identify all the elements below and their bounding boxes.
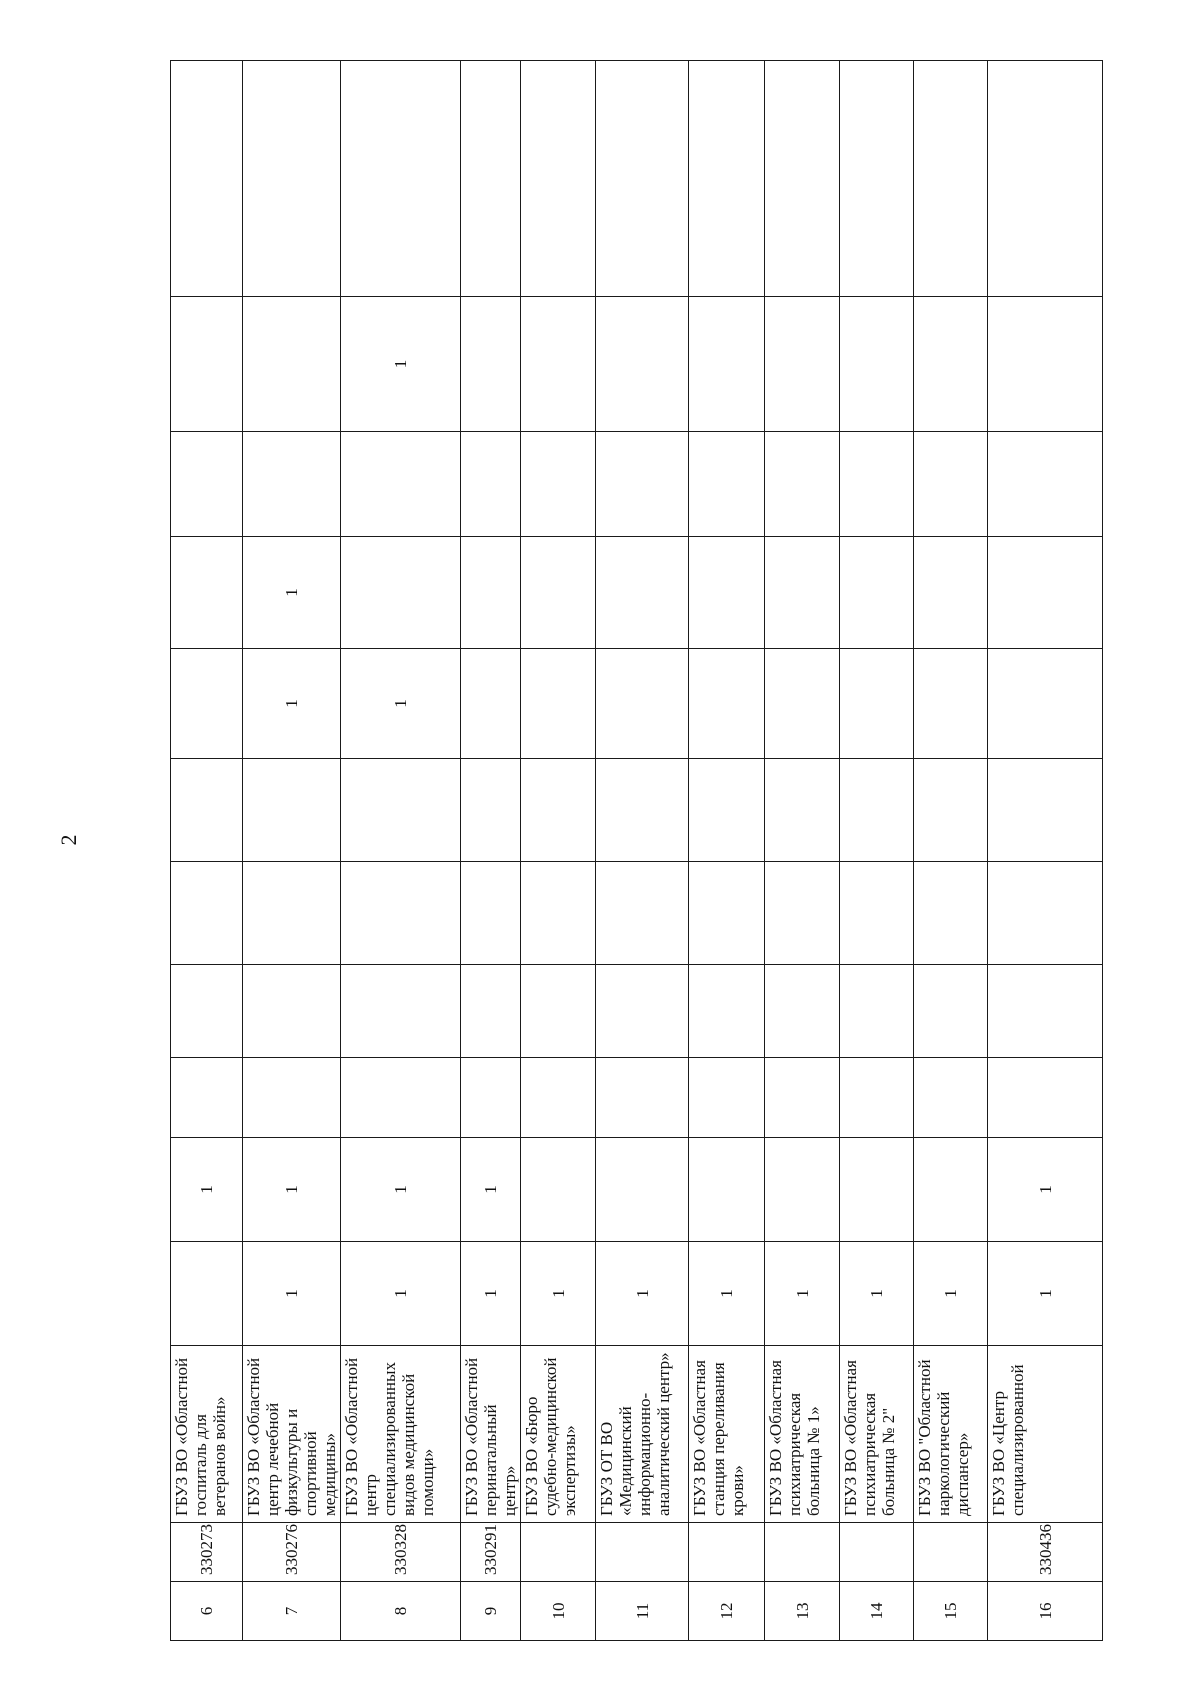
value-cell [243,759,341,862]
empty-cell [914,61,988,297]
value-cell [521,537,596,649]
institution-name-cell: ГБУЗ ВО «Областная психиатрическая больница № 2" [840,1346,914,1523]
institutions-table [170,60,1103,1641]
value-cell [243,432,341,537]
value-cell [341,965,461,1058]
value-cell: 1 [171,1138,243,1242]
value-cell [596,432,689,537]
value-cell [461,1058,521,1138]
value-cell [596,1138,689,1242]
value-cell: 1 [461,1242,521,1346]
institution-name-cell: ГБУЗ ВО «Областная станция переливания крови» [689,1346,765,1523]
table-row [988,61,1103,1641]
value-cell: 1 [914,1242,988,1346]
value-cell: 1 [341,1138,461,1242]
value-cell: 1 [988,1138,1103,1242]
value-cell: 1 [689,1242,765,1346]
value-cell [171,537,243,649]
value-cell [840,297,914,432]
value-cell [596,965,689,1058]
value-cell [914,297,988,432]
value-cell [765,297,840,432]
value-cell [914,862,988,965]
value-cell [765,432,840,537]
value-cell [243,965,341,1058]
value-cell [596,759,689,862]
institution-code-cell: 330328 [341,1523,461,1582]
value-cell: 1 [243,537,341,649]
table-row [171,61,243,1641]
value-cell: 1 [765,1242,840,1346]
value-cell [988,862,1103,965]
value-cell [521,649,596,759]
institution-code-cell [596,1523,689,1582]
value-cell [914,965,988,1058]
value-cell [689,432,765,537]
institution-name-cell: ГБУЗ ВО «Областной центр лечебной физкультуры и спортивной медицины» [243,1346,341,1523]
institution-code-cell [689,1523,765,1582]
value-cell [914,759,988,862]
value-cell [914,1058,988,1138]
institution-code-cell [914,1523,988,1582]
institution-name-cell: ГБУЗ ВО «Областная психиатрическая больница № 1» [765,1346,840,1523]
table-row [521,61,596,1641]
value-cell [521,862,596,965]
value-cell [521,432,596,537]
institution-name-cell: ГБУЗ ОТ ВО «Медицинский информационно-аналитический центр» [596,1346,689,1523]
value-cell [689,649,765,759]
row-number-cell: 13 [765,1582,840,1641]
value-cell [341,862,461,965]
table-row [243,61,341,1641]
empty-cell [689,61,765,297]
institution-code-cell [521,1523,596,1582]
table-row [341,61,461,1641]
value-cell: 1 [243,649,341,759]
institution-name-cell: ГБУЗ ВО «Областной перинатальный центр» [461,1346,521,1523]
value-cell [689,862,765,965]
empty-cell [596,61,689,297]
value-cell [765,1138,840,1242]
value-cell [243,1058,341,1138]
row-number-cell: 7 [243,1582,341,1641]
value-cell [689,1138,765,1242]
value-cell [765,1058,840,1138]
value-cell [596,649,689,759]
empty-cell [243,61,341,297]
value-cell [988,297,1103,432]
value-cell [171,862,243,965]
row-number-cell: 11 [596,1582,689,1641]
value-cell [596,862,689,965]
value-cell: 1 [243,1242,341,1346]
value-cell [596,297,689,432]
value-cell: 1 [988,1242,1103,1346]
table-row [461,61,521,1641]
value-cell [988,1058,1103,1138]
value-cell [765,965,840,1058]
value-cell [914,649,988,759]
table-row [689,61,765,1641]
value-cell [461,432,521,537]
row-number-cell: 10 [521,1582,596,1641]
value-cell [521,1058,596,1138]
value-cell: 1 [243,1138,341,1242]
row-number-cell: 12 [689,1582,765,1641]
institution-name-cell: ГБУЗ ВО "Областной наркологический диспансер» [914,1346,988,1523]
value-cell [461,862,521,965]
table-wrapper [170,61,1096,1641]
value-cell [765,537,840,649]
value-cell [521,965,596,1058]
institution-code-cell: 330291 [461,1523,521,1582]
value-cell [521,297,596,432]
page-number: 2 [56,834,81,846]
value-cell [461,537,521,649]
table-row [765,61,840,1641]
institution-code-cell [765,1523,840,1582]
row-number-cell: 9 [461,1582,521,1641]
value-cell [765,759,840,862]
empty-cell [461,61,521,297]
empty-cell [765,61,840,297]
row-number-cell: 15 [914,1582,988,1641]
value-cell [765,649,840,759]
empty-cell [341,61,461,297]
value-cell [243,862,341,965]
empty-cell [521,61,596,297]
value-cell [840,649,914,759]
value-cell [988,432,1103,537]
row-number-cell: 8 [341,1582,461,1641]
value-cell [914,432,988,537]
value-cell [765,862,840,965]
institution-name-cell: ГБУЗ ВО «Областной госпиталь для ветеранов войн» [171,1346,243,1523]
value-cell [840,432,914,537]
value-cell [341,432,461,537]
value-cell [243,297,341,432]
institution-code-cell [840,1523,914,1582]
row-number-cell: 14 [840,1582,914,1641]
value-cell [988,965,1103,1058]
value-cell [689,297,765,432]
value-cell [988,759,1103,862]
value-cell: 1 [461,1138,521,1242]
value-cell: 1 [341,297,461,432]
empty-cell [988,61,1103,297]
value-cell [988,649,1103,759]
value-cell [840,862,914,965]
value-cell [840,1138,914,1242]
value-cell [596,537,689,649]
value-cell [840,537,914,649]
value-cell: 1 [840,1242,914,1346]
value-cell [461,759,521,862]
row-number-cell: 16 [988,1582,1103,1641]
value-cell [171,297,243,432]
value-cell: 1 [521,1242,596,1346]
value-cell [171,1058,243,1138]
value-cell [341,759,461,862]
table-row [914,61,988,1641]
value-cell [689,537,765,649]
value-cell: 1 [341,1242,461,1346]
institution-name-cell: ГБУЗ ВО «Бюро судебно-медицинской экспертизы» [521,1346,596,1523]
value-cell [840,1058,914,1138]
value-cell [840,759,914,862]
value-cell [171,432,243,537]
value-cell [461,649,521,759]
value-cell [596,1058,689,1138]
value-cell [171,759,243,862]
value-cell [840,965,914,1058]
value-cell [171,965,243,1058]
table-row [840,61,914,1641]
institution-code-cell: 330276 [243,1523,341,1582]
value-cell [341,537,461,649]
institution-name-cell: ГБУЗ ВО «Центр специализированной [988,1346,1103,1523]
empty-cell [171,61,243,297]
value-cell [461,297,521,432]
row-number-cell: 6 [171,1582,243,1641]
value-cell [521,759,596,862]
institution-code-cell: 330273 [171,1523,243,1582]
value-cell [461,965,521,1058]
value-cell [689,1058,765,1138]
table-row [596,61,689,1641]
institution-name-cell: ГБУЗ ВО «Областной центр специализированных видов медицинской помощи» [341,1346,461,1523]
value-cell [341,1058,461,1138]
value-cell [914,1138,988,1242]
value-cell [171,649,243,759]
value-cell [689,965,765,1058]
institution-code-cell: 330436 [988,1523,1103,1582]
value-cell [988,537,1103,649]
value-cell [689,759,765,862]
empty-cell [840,61,914,297]
value-cell [171,1242,243,1346]
value-cell: 1 [341,649,461,759]
value-cell [521,1138,596,1242]
value-cell: 1 [596,1242,689,1346]
value-cell [914,537,988,649]
